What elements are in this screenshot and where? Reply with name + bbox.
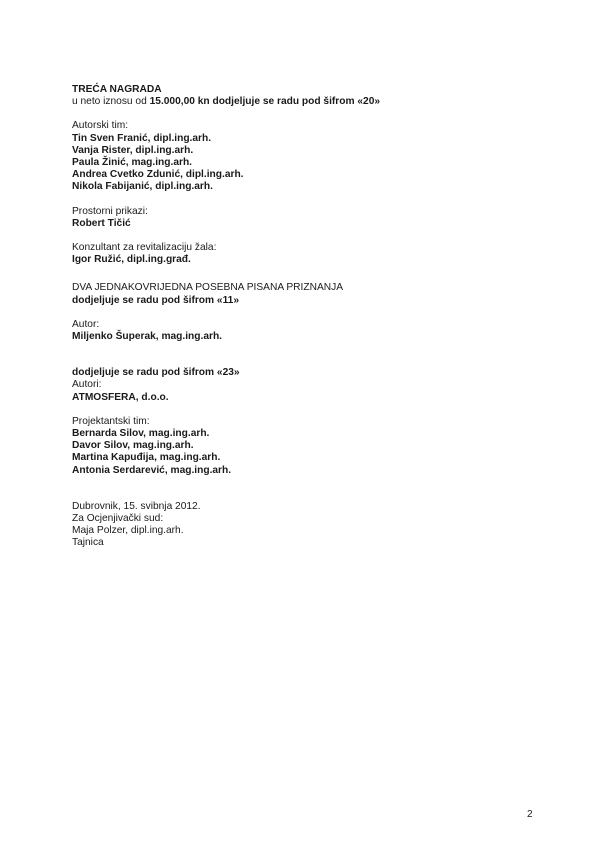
closing-secretary-role: Tajnica [72,537,104,549]
mention-second-award-line: dodjeljuje se radu pod šifrom «23» [72,367,240,379]
mention-first-award-line: dodjeljuje se radu pod šifrom «11» [72,294,240,306]
closing-jury-label: Za Ocjenjivački sud: [72,513,164,525]
spatial-name: Robert Tičić [72,217,131,229]
design-team-member: Davor Silov, mag.ing.arh. [72,440,194,452]
award-main: 15.000,00 kn dodjeljuje se radu pod šifrom «20» [149,96,381,108]
author-team-member: Vanja Rister, dipl.ing.arh. [72,144,194,156]
closing-section [72,501,552,550]
author-team-member: Tin Sven Franić, dipl.ing.arh. [72,132,212,144]
closing-secretary-name: Maja Polzer, dipl.ing.arh. [72,525,184,537]
design-team-section [72,416,552,477]
spatial-section [72,206,552,230]
mentions-title: DVA JEDNAKOVRIJEDNA POSEBNA PISANA PRIZNANJA [72,282,343,294]
author-team-label: Autorski tim: [72,120,129,132]
mention-second-authors-label: Autori: [72,379,102,391]
mention-second-authors-name: ATMOSFERA, d.o.o. [72,391,169,403]
page-number: 2 [527,809,533,820]
consultant-name: Igor Ružić, dipl.ing.građ. [72,254,191,266]
design-team-label: Projektantski tim: [72,415,150,427]
mention-first-author-section [72,319,552,343]
third-prize-award-line [72,96,552,108]
mention-second-section [72,367,552,404]
award-prefix: u neto iznosu od [72,96,150,108]
mention-first-author-name: Miljenko Šuperak, mag.ing.arh. [72,331,223,343]
consultant-label: Konzultant za revitalizaciju žala: [72,242,217,254]
author-team-member: Nikola Fabijanić, dipl.ing.arh. [72,181,213,193]
design-team-member: Martina Kapuđija, mag.ing.arh. [72,452,221,464]
design-team-member: Antonia Serdarević, mag.ing.arh. [72,464,232,476]
closing-place-date: Dubrovnik, 15. svibnja 2012. [72,500,201,512]
consultant-section [72,242,552,266]
author-team-member: Paula Žinić, mag.ing.arh. [72,157,193,169]
mention-first-author-label: Autor: [72,318,100,330]
author-team-section [72,120,552,193]
page-content [72,84,552,550]
third-prize-section [72,84,552,108]
spatial-label: Prostorni prikazi: [72,205,148,217]
third-prize-title: TREĆA NAGRADA [72,84,162,95]
mentions-section [72,282,552,306]
author-team-member: Andrea Cvetko Zdunić, dipl.ing.arh. [72,169,244,181]
design-team-member: Bernarda Silov, mag.ing.arh. [72,428,210,440]
